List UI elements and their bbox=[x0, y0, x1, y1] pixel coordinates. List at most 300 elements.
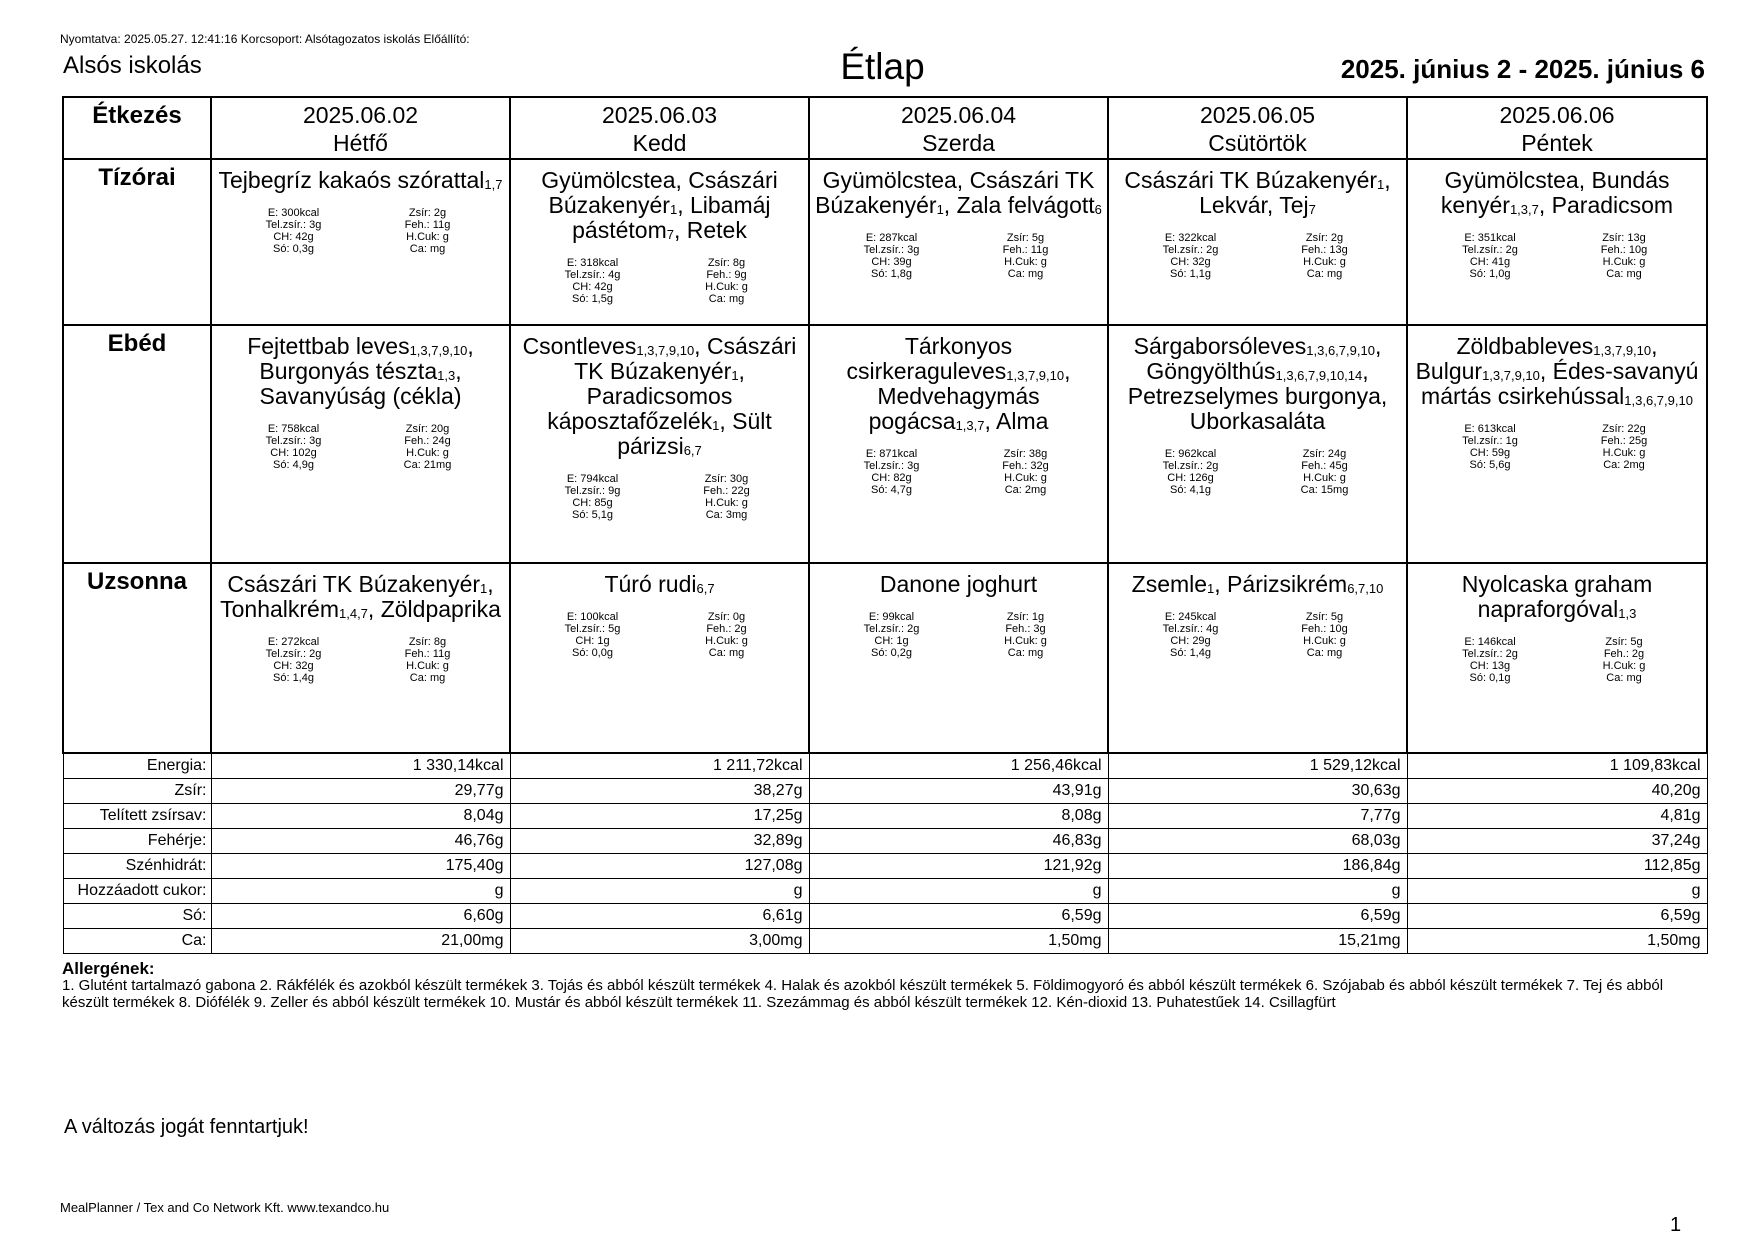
totals-value: 32,89g bbox=[510, 829, 809, 854]
nutrition-value: Feh.: 11g bbox=[404, 219, 451, 231]
nutrition-value: Feh.: 10g bbox=[1301, 623, 1348, 635]
nutrition-value: Zsír: 13g bbox=[1602, 232, 1646, 244]
dish-name bbox=[515, 334, 804, 459]
nutrition-info bbox=[839, 611, 1079, 659]
nutrition-value: Só: 0,2g bbox=[871, 647, 912, 659]
nutrition-info bbox=[839, 232, 1079, 280]
totals-value: 68,03g bbox=[1108, 829, 1407, 854]
allergen-codes: 7 bbox=[1308, 202, 1316, 217]
dish-name bbox=[814, 334, 1103, 434]
dish-text: Gyümölcstea, Bundás kenyér bbox=[1440, 167, 1670, 218]
nutrition-value: Zsír: 22g bbox=[1602, 423, 1646, 435]
totals-value: 46,76g bbox=[211, 829, 510, 854]
nutrition-value: Ca: mg bbox=[1007, 268, 1044, 280]
dish-text: Tárkonyos csirkeraguleves bbox=[846, 333, 1013, 384]
nutrition-value: Zsír: 5g bbox=[1006, 232, 1045, 244]
nutrition-value: CH: 32g bbox=[273, 660, 314, 672]
nutrition-value: Ca: 2mg bbox=[1603, 459, 1645, 471]
totals-value: 29,77g bbox=[211, 779, 510, 804]
totals-label: Zsír: bbox=[63, 779, 211, 804]
day-header bbox=[211, 97, 510, 159]
dish-text: , Burgonyás tészta bbox=[259, 333, 474, 384]
nutrition-value: E: 318kcal bbox=[566, 257, 619, 269]
allergen-codes: 1 bbox=[712, 418, 720, 433]
dish-text: , Retek bbox=[673, 217, 747, 243]
totals-value: 1 529,12kcal bbox=[1108, 753, 1407, 779]
nutrition-value: Só: 1,1g bbox=[1170, 268, 1211, 280]
dish-text: , Tonhalkrém bbox=[220, 571, 494, 622]
nutrition-value: E: 99kcal bbox=[868, 611, 915, 623]
dish-text: , Medvehagymás pogácsa bbox=[868, 358, 1071, 434]
allergen-codes: 6 bbox=[1094, 202, 1102, 217]
dish-text: , Alma bbox=[984, 408, 1049, 434]
totals-value: 1,50mg bbox=[809, 929, 1108, 954]
dish-text: Fejtettbab leves bbox=[247, 333, 410, 359]
nutrition-value: CH: 29g bbox=[1170, 635, 1211, 647]
nutrition-info bbox=[839, 448, 1079, 496]
meal-column-header: Étkezés bbox=[63, 97, 211, 159]
totals-value: 1 330,14kcal bbox=[211, 753, 510, 779]
nutrition-value: CH: 82g bbox=[871, 472, 912, 484]
allergen-codes: 1 bbox=[1207, 581, 1215, 596]
dish-name bbox=[515, 572, 804, 597]
nutrition-value: Feh.: 3g bbox=[1005, 623, 1046, 635]
totals-label: Fehérje: bbox=[63, 829, 211, 854]
totals-value: g bbox=[510, 879, 809, 904]
nutrition-value: H.Cuk: g bbox=[406, 447, 449, 459]
totals-value: 21,00mg bbox=[211, 929, 510, 954]
nutrition-value: Tel.zsír.: 2g bbox=[1462, 244, 1518, 256]
totals-value: g bbox=[1108, 879, 1407, 904]
nutrition-value: Feh.: 9g bbox=[706, 269, 747, 281]
nutrition-value: Zsír: 30g bbox=[704, 473, 749, 485]
nutrition-value: E: 613kcal bbox=[1464, 423, 1516, 435]
day-header-row bbox=[63, 97, 1707, 159]
dish-text: Nyolcaska graham napraforgóval bbox=[1461, 571, 1653, 622]
dish-text: , Édes-savanyú mártás csirkehússal bbox=[1421, 358, 1699, 409]
print-info: Nyomtatva: 2025.05.27. 12:41:16 Korcsoport: Alsótagozatos iskolás Előállító: bbox=[60, 32, 470, 46]
nutrition-value: Ca: mg bbox=[1007, 647, 1044, 659]
nutrition-value: H.Cuk: g bbox=[406, 231, 449, 243]
totals-value: 4,81g bbox=[1407, 804, 1707, 829]
menu-table bbox=[62, 96, 1708, 954]
totals-value: 6,59g bbox=[1407, 904, 1707, 929]
allergen-codes: 1,3,6,7,9,10,14 bbox=[1275, 368, 1363, 383]
day-date: 2025.06.05 bbox=[1199, 102, 1316, 128]
totals-value: 6,61g bbox=[510, 904, 809, 929]
nutrition-value: E: 146kcal bbox=[1464, 636, 1516, 648]
nutrition-info bbox=[1437, 636, 1677, 684]
menu-cell bbox=[211, 159, 510, 325]
nutrition-value: Tel.zsír.: 2g bbox=[1162, 460, 1219, 472]
nutrition-value: Só: 4,9g bbox=[273, 459, 314, 471]
dish-name bbox=[814, 572, 1103, 597]
nutrition-value: Feh.: 2g bbox=[706, 623, 747, 635]
menu-cell bbox=[211, 325, 510, 563]
nutrition-value: Zsír: 8g bbox=[408, 636, 447, 648]
totals-value: 175,40g bbox=[211, 854, 510, 879]
nutrition-value: H.Cuk: g bbox=[1303, 635, 1346, 647]
allergen-codes: 1,3,7,9,10 bbox=[636, 343, 695, 358]
totals-label: Energia: bbox=[63, 753, 211, 779]
nutrition-value: Ca: mg bbox=[1606, 268, 1642, 280]
totals-value: 186,84g bbox=[1108, 854, 1407, 879]
nutrition-info bbox=[1138, 448, 1378, 496]
allergen-codes: 1 bbox=[1377, 177, 1385, 192]
nutrition-value: Feh.: 24g bbox=[404, 435, 451, 447]
dish-text: , Párizsikrém bbox=[1214, 571, 1348, 597]
dish-text: , Lekvár, Tej bbox=[1199, 167, 1391, 218]
totals-label: Telített zsírsav: bbox=[63, 804, 211, 829]
menu-cell bbox=[809, 159, 1108, 325]
allergen-codes: 1 bbox=[669, 202, 678, 217]
allergen-codes: 6,7,10 bbox=[1347, 581, 1384, 596]
dish-text: , Petrezselymes burgonya, Uborkasaláta bbox=[1127, 358, 1388, 434]
nutrition-value: Só: 5,1g bbox=[572, 509, 613, 521]
totals-value: g bbox=[1407, 879, 1707, 904]
dish-name bbox=[1113, 572, 1402, 597]
dish-text: Császári TK Búzakenyér bbox=[227, 571, 481, 597]
nutrition-value: Tel.zsír.: 9g bbox=[564, 485, 621, 497]
nutrition-info bbox=[241, 423, 481, 471]
nutrition-value: Tel.zsír.: 4g bbox=[1162, 623, 1219, 635]
day-header bbox=[1108, 97, 1407, 159]
dish-text: , Libamáj pástétom bbox=[572, 192, 771, 243]
nutrition-value: E: 962kcal bbox=[1164, 448, 1217, 460]
totals-value: 1 211,72kcal bbox=[510, 753, 809, 779]
menu-cell bbox=[1108, 159, 1407, 325]
nutrition-value: Tel.zsír.: 2g bbox=[863, 623, 920, 635]
nutrition-value: Feh.: 11g bbox=[404, 648, 451, 660]
nutrition-value: E: 272kcal bbox=[267, 636, 320, 648]
allergen-codes: 6,7 bbox=[696, 581, 715, 596]
nutrition-info bbox=[1437, 423, 1677, 471]
day-date: 2025.06.03 bbox=[601, 102, 718, 128]
dish-text: Gyümölcstea, Császári Búzakenyér bbox=[541, 167, 778, 218]
dish-text: , Császári TK Búzakenyér bbox=[574, 333, 797, 384]
totals-value: g bbox=[809, 879, 1108, 904]
allergen-codes: 6,7 bbox=[683, 443, 702, 458]
allergen-codes: 1 bbox=[936, 202, 944, 217]
nutrition-value: Só: 0,1g bbox=[1469, 672, 1511, 684]
nutrition-value: H.Cuk: g bbox=[1602, 660, 1646, 672]
nutrition-value: H.Cuk: g bbox=[705, 635, 748, 647]
day-header bbox=[510, 97, 809, 159]
nutrition-value: Feh.: 13g bbox=[1301, 244, 1348, 256]
nutrition-value: Tel.zsír.: 3g bbox=[863, 244, 920, 256]
nutrition-value: Só: 5,6g bbox=[1469, 459, 1511, 471]
day-header bbox=[809, 97, 1108, 159]
dish-name bbox=[216, 334, 505, 409]
nutrition-value: Feh.: 22g bbox=[703, 485, 750, 497]
nutrition-value: Feh.: 11g bbox=[1002, 244, 1049, 256]
nutrition-value: H.Cuk: g bbox=[1004, 256, 1047, 268]
nutrition-value: CH: 13g bbox=[1469, 660, 1511, 672]
menu-cell bbox=[1108, 563, 1407, 753]
nutrition-value: Ca: mg bbox=[708, 647, 745, 659]
allergen-codes: 1,3,7,9,10 bbox=[1006, 368, 1065, 383]
totals-row bbox=[63, 879, 1707, 904]
nutrition-value: Zsír: 5g bbox=[1605, 636, 1643, 648]
allergen-codes: 1,4,7 bbox=[339, 606, 368, 621]
meal-label: Uzsonna bbox=[63, 563, 211, 753]
nutrition-value: Ca: 3mg bbox=[705, 509, 748, 521]
totals-value: 1,50mg bbox=[1407, 929, 1707, 954]
totals-value: 3,00mg bbox=[510, 929, 809, 954]
nutrition-info bbox=[540, 473, 780, 521]
day-date: 2025.06.06 bbox=[1499, 102, 1615, 128]
nutrition-value: CH: 102g bbox=[270, 447, 317, 459]
meal-row bbox=[63, 325, 1707, 563]
nutrition-value: Ca: mg bbox=[1606, 672, 1642, 684]
allergen-codes: 1,3,7 bbox=[1509, 202, 1539, 217]
dish-text: Sárgaborsóleves bbox=[1133, 333, 1307, 359]
nutrition-value: H.Cuk: g bbox=[1004, 472, 1047, 484]
nutrition-value: CH: 42g bbox=[572, 281, 613, 293]
menu-cell bbox=[809, 563, 1108, 753]
dish-text: , Paradicsomos káposztafőzelék bbox=[547, 358, 745, 434]
allergen-codes: 1 bbox=[731, 368, 739, 383]
nutrition-value: Tel.zsír.: 2g bbox=[265, 648, 322, 660]
totals-value: 7,77g bbox=[1108, 804, 1407, 829]
nutrition-value: Tel.zsír.: 4g bbox=[564, 269, 621, 281]
allergen-codes: 1,3,7,9,10 bbox=[409, 343, 468, 358]
menu-cell bbox=[1407, 563, 1707, 753]
nutrition-value: E: 351kcal bbox=[1464, 232, 1516, 244]
nutrition-value: E: 794kcal bbox=[566, 473, 619, 485]
allergen-legend bbox=[62, 960, 1712, 1011]
nutrition-value: CH: 59g bbox=[1469, 447, 1511, 459]
nutrition-value: Zsír: 24g bbox=[1302, 448, 1347, 460]
allergen-codes: 1,3,6,7,9,10 bbox=[1306, 343, 1375, 358]
nutrition-value: Zsír: 5g bbox=[1305, 611, 1344, 623]
nutrition-value: H.Cuk: g bbox=[705, 281, 748, 293]
totals-row bbox=[63, 904, 1707, 929]
nutrition-value: CH: 42g bbox=[273, 231, 314, 243]
nutrition-value: Só: 0,0g bbox=[572, 647, 613, 659]
dish-name bbox=[1412, 168, 1702, 218]
nutrition-value: Ca: 2mg bbox=[1004, 484, 1047, 496]
nutrition-value: E: 287kcal bbox=[865, 232, 918, 244]
nutrition-value: Só: 1,5g bbox=[572, 293, 613, 305]
totals-value: 8,04g bbox=[211, 804, 510, 829]
nutrition-value: E: 245kcal bbox=[1164, 611, 1217, 623]
menu-table-head bbox=[63, 97, 1707, 159]
nutrition-value: Só: 1,0g bbox=[1469, 268, 1511, 280]
meal-row bbox=[63, 563, 1707, 753]
nutrition-value: Zsír: 1g bbox=[1006, 611, 1045, 623]
nutrition-value: Tel.zsír.: 2g bbox=[1462, 648, 1518, 660]
nutrition-value: H.Cuk: g bbox=[1303, 256, 1346, 268]
allergen-list: 1. Glutént tartalmazó gabona 2. Rákfélék és azokból készült termékek 3. Tojás és abból készült termékek 4. Halak és azokból készült termékek 5. Földimogyoró és abból készült termékek 6. Szójabab és abból készült termékek 7. Tej és abból készült termékek 8. Diófélék 9. Zeller és abból készült termékek 10. Mustár és abból készült termékek 11. Szezámmag és abból készült termékek 12. Kén-dioxid 13. Puhatestűek 14. Csillagfürt bbox=[62, 977, 1664, 1011]
nutrition-value: Feh.: 10g bbox=[1600, 244, 1648, 256]
daily-totals bbox=[63, 753, 1707, 954]
footer-credit: MealPlanner / Tex and Co Network Kft. www.texandco.hu bbox=[60, 1200, 390, 1215]
nutrition-value: H.Cuk: g bbox=[1602, 256, 1646, 268]
menu-cell bbox=[1407, 325, 1707, 563]
nutrition-value: H.Cuk: g bbox=[406, 660, 449, 672]
nutrition-value: Ca: mg bbox=[409, 243, 446, 255]
nutrition-value: H.Cuk: g bbox=[1602, 447, 1646, 459]
nutrition-value: Feh.: 32g bbox=[1002, 460, 1049, 472]
dish-name bbox=[814, 168, 1103, 218]
nutrition-info bbox=[540, 257, 780, 305]
age-group-label: Alsós iskolás bbox=[63, 52, 202, 79]
day-header bbox=[1407, 97, 1707, 159]
nutrition-info bbox=[1138, 232, 1378, 280]
menu-cell bbox=[211, 563, 510, 753]
day-name: Péntek bbox=[1521, 130, 1593, 156]
nutrition-info bbox=[540, 611, 780, 659]
day-name: Csütörtök bbox=[1208, 130, 1307, 156]
menu-cell bbox=[1407, 159, 1707, 325]
totals-row bbox=[63, 753, 1707, 779]
menu-cell bbox=[510, 325, 809, 563]
nutrition-value: E: 100kcal bbox=[566, 611, 619, 623]
dish-name bbox=[1412, 572, 1702, 622]
nutrition-info bbox=[241, 207, 481, 255]
dish-text: , Zöldpaprika bbox=[367, 596, 501, 622]
nutrition-value: Só: 1,8g bbox=[871, 268, 912, 280]
nutrition-value: Zsír: 20g bbox=[405, 423, 450, 435]
dish-text: , Zala felvágott bbox=[943, 192, 1095, 218]
nutrition-value: H.Cuk: g bbox=[1303, 472, 1346, 484]
totals-value: 17,25g bbox=[510, 804, 809, 829]
totals-label: Szénhidrát: bbox=[63, 854, 211, 879]
dish-text: Zöldbableves bbox=[1456, 333, 1594, 359]
totals-value: 30,63g bbox=[1108, 779, 1407, 804]
dish-name bbox=[1113, 334, 1402, 434]
nutrition-value: E: 758kcal bbox=[267, 423, 320, 435]
nutrition-value: Só: 4,1g bbox=[1170, 484, 1211, 496]
totals-label: Ca: bbox=[63, 929, 211, 954]
totals-value: 46,83g bbox=[809, 829, 1108, 854]
totals-value: 121,92g bbox=[809, 854, 1108, 879]
allergen-codes: 7 bbox=[666, 227, 674, 242]
totals-row bbox=[63, 829, 1707, 854]
menu-cell bbox=[1108, 325, 1407, 563]
nutrition-value: Só: 0,3g bbox=[273, 243, 314, 255]
menu-cell bbox=[809, 325, 1108, 563]
dish-name bbox=[216, 168, 505, 193]
nutrition-value: E: 300kcal bbox=[267, 207, 320, 219]
meal-row bbox=[63, 159, 1707, 325]
nutrition-value: Tel.zsír.: 3g bbox=[265, 219, 322, 231]
page-title: Étlap bbox=[840, 46, 925, 87]
dish-name bbox=[1412, 334, 1702, 409]
nutrition-value: CH: 1g bbox=[874, 635, 909, 647]
nutrition-value: CH: 85g bbox=[572, 497, 613, 509]
allergen-codes: 1,3 bbox=[437, 368, 456, 383]
nutrition-value: CH: 41g bbox=[1469, 256, 1511, 268]
meal-label: Ebéd bbox=[63, 325, 211, 563]
day-date: 2025.06.04 bbox=[900, 102, 1017, 128]
dish-text: Túró rudi bbox=[604, 571, 697, 597]
totals-value: 6,59g bbox=[1108, 904, 1407, 929]
totals-row bbox=[63, 804, 1707, 829]
allergen-heading: Allergének: bbox=[62, 959, 155, 978]
totals-row bbox=[63, 779, 1707, 804]
totals-value: 8,08g bbox=[809, 804, 1108, 829]
menu-cell bbox=[510, 563, 809, 753]
dish-text: Tejbegríz kakaós szórattal bbox=[218, 167, 485, 193]
allergen-codes: 1 bbox=[480, 581, 488, 596]
meal-rows bbox=[63, 159, 1707, 753]
nutrition-value: Zsír: 2g bbox=[1305, 232, 1344, 244]
document-header bbox=[60, 44, 1705, 94]
dish-name bbox=[1113, 168, 1402, 218]
totals-row bbox=[63, 929, 1707, 954]
dish-text: , Bulgur bbox=[1415, 333, 1658, 384]
totals-value: 6,60g bbox=[211, 904, 510, 929]
totals-label: Só: bbox=[63, 904, 211, 929]
dish-text: Zsemle bbox=[1131, 571, 1208, 597]
dish-name bbox=[515, 168, 804, 243]
allergen-codes: 1,3 bbox=[1618, 606, 1637, 621]
nutrition-value: Ca: mg bbox=[1306, 647, 1343, 659]
dish-text: , Sült párizsi bbox=[617, 408, 772, 459]
totals-value: 38,27g bbox=[510, 779, 809, 804]
nutrition-value: Ca: 15mg bbox=[1300, 484, 1349, 496]
nutrition-value: Só: 1,4g bbox=[273, 672, 314, 684]
nutrition-value: Ca: mg bbox=[708, 293, 745, 305]
allergen-codes: 1,3,7,9,10 bbox=[1482, 368, 1540, 383]
nutrition-value: Zsír: 2g bbox=[408, 207, 447, 219]
dish-text: Császári TK Búzakenyér bbox=[1124, 167, 1378, 193]
nutrition-value: E: 871kcal bbox=[865, 448, 918, 460]
nutrition-value: H.Cuk: g bbox=[1004, 635, 1047, 647]
day-name: Kedd bbox=[632, 130, 687, 156]
totals-label: Hozzáadott cukor: bbox=[63, 879, 211, 904]
nutrition-value: E: 322kcal bbox=[1164, 232, 1217, 244]
nutrition-value: Tel.zsír.: 5g bbox=[564, 623, 621, 635]
allergen-codes: 1,3,7 bbox=[955, 418, 985, 433]
totals-value: g bbox=[211, 879, 510, 904]
nutrition-value: Tel.zsír.: 3g bbox=[863, 460, 920, 472]
nutrition-value: CH: 1g bbox=[575, 635, 610, 647]
nutrition-value: Só: 4,7g bbox=[871, 484, 912, 496]
nutrition-value: CH: 32g bbox=[1170, 256, 1211, 268]
totals-value: 6,59g bbox=[809, 904, 1108, 929]
nutrition-value: Zsír: 0g bbox=[707, 611, 746, 623]
nutrition-value: Ca: 21mg bbox=[403, 459, 452, 471]
totals-value: 1 256,46kcal bbox=[809, 753, 1108, 779]
dish-text: , Savanyúság (cékla) bbox=[259, 358, 462, 409]
nutrition-value: Tel.zsír.: 3g bbox=[265, 435, 322, 447]
totals-value: 43,91g bbox=[809, 779, 1108, 804]
nutrition-value: Feh.: 2g bbox=[1603, 648, 1645, 660]
nutrition-value: H.Cuk: g bbox=[705, 497, 748, 509]
totals-value: 15,21mg bbox=[1108, 929, 1407, 954]
nutrition-value: Zsír: 8g bbox=[707, 257, 746, 269]
nutrition-value: Só: 1,4g bbox=[1170, 647, 1211, 659]
dish-text: Csontleves bbox=[522, 333, 637, 359]
date-range: 2025. június 2 - 2025. június 6 bbox=[1340, 54, 1705, 84]
menu-cell bbox=[510, 159, 809, 325]
nutrition-value: Feh.: 45g bbox=[1301, 460, 1348, 472]
nutrition-value: Ca: mg bbox=[1306, 268, 1343, 280]
day-date: 2025.06.02 bbox=[302, 102, 419, 128]
nutrition-value: Ca: mg bbox=[409, 672, 446, 684]
totals-value: 40,20g bbox=[1407, 779, 1707, 804]
page-number: 1 bbox=[1670, 1214, 1682, 1236]
allergen-codes: 1,3,7,9,10 bbox=[1593, 343, 1652, 358]
totals-row bbox=[63, 854, 1707, 879]
nutrition-info bbox=[1437, 232, 1677, 280]
nutrition-info bbox=[1138, 611, 1378, 659]
nutrition-value: Zsír: 38g bbox=[1003, 448, 1048, 460]
dish-text: Gyümölcstea, Császári TK Búzakenyér bbox=[815, 167, 1095, 218]
